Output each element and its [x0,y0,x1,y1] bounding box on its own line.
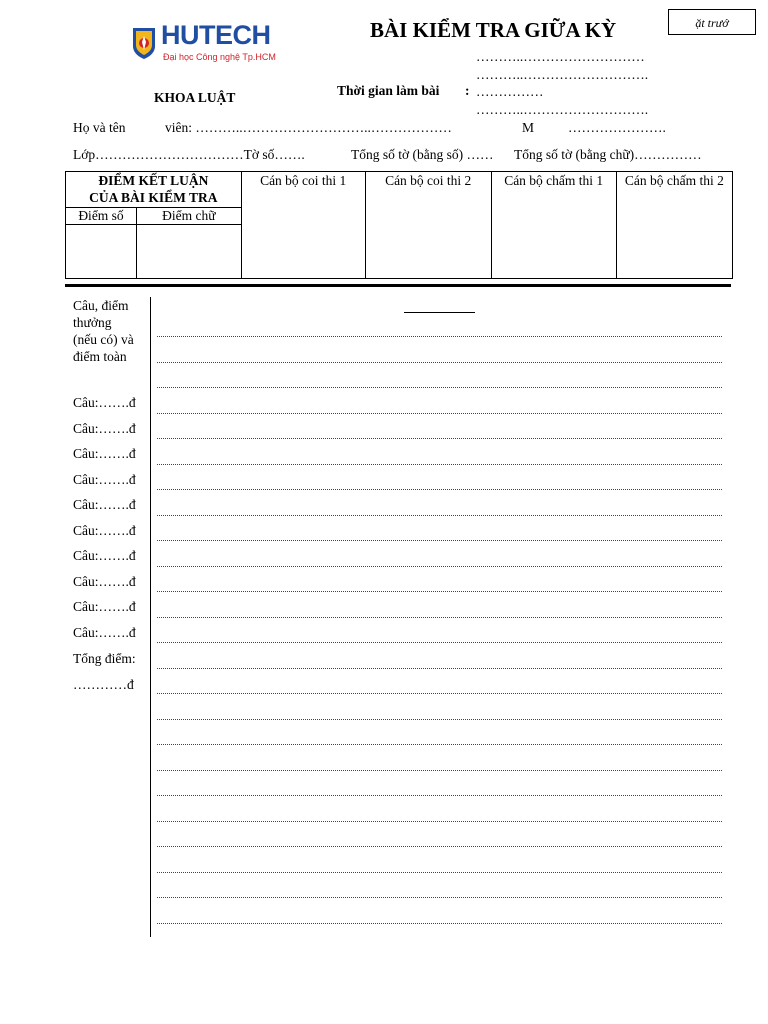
grade-table [65,171,733,279]
question-score-9: Câu:…….đ [73,599,136,614]
answer-line [157,923,722,924]
question-score-1: Câu:…….đ [73,395,136,410]
total-sheets-word: Tổng số tờ (bằng chữ)…………… [514,147,702,162]
m-label: M [522,120,535,135]
total-score-value: …………đ [73,677,134,692]
page-title: BÀI KIỂM TRA GIỮA KỲ [370,18,617,42]
answer-line [157,540,722,541]
answer-line [157,515,722,516]
answer-line [157,413,722,414]
dots-line-3: ………..………………………. [476,102,649,117]
class-line: Lớp……………………………Tờ số……. [73,147,305,162]
answer-line [157,617,722,618]
answer-line [157,795,722,796]
margin-line [150,297,151,937]
answer-line [157,489,722,490]
answer-line [157,897,722,898]
grade-header-line-2: CỦA BÀI KIỂM TRA [89,190,218,205]
answer-line [157,642,722,643]
hutech-logo [131,20,276,68]
time-label: Thời gian làm bài [337,83,440,98]
faculty-name: KHOA LUẬT [154,90,236,105]
question-score-10: Câu:…….đ [73,625,136,640]
dots-line-2: ………..………………………. [476,67,649,82]
time-dots: …………… [476,84,544,99]
question-score-2: Câu:…….đ [73,421,136,436]
score-number-header: Điểm số [66,208,137,225]
short-underline [404,312,475,313]
grade-header-cell [66,172,242,208]
time-colon: : [465,83,470,98]
answer-line [157,591,722,592]
answer-line [157,744,722,745]
total-sheets-number: Tổng số tờ (bằng số) …… [351,147,494,162]
score-word-field [137,225,242,279]
question-score-6: Câu:…….đ [73,523,136,538]
answer-line [157,336,722,337]
name-label: Họ và tên [73,120,126,135]
answer-line [157,693,722,694]
answer-line [157,770,722,771]
score-intro [73,297,134,365]
answer-line [157,872,722,873]
question-score-5: Câu:…….đ [73,497,136,512]
score-number-field [66,225,137,279]
score-intro-line-4: điểm toàn [73,349,127,364]
invigilator-1-cell: Cán bộ coi thi 1 [241,172,365,279]
answer-line [157,821,722,822]
answer-line [157,464,722,465]
dots-line-1: ………..……………………… [476,49,645,64]
m-dots: …………………. [568,120,666,135]
grade-header-line-1: ĐIỂM KẾT LUẬN [98,173,209,188]
answer-line [157,362,722,363]
answer-line [157,668,722,669]
logo-subtitle: Đại học Công nghệ Tp.HCM [163,52,276,62]
question-score-4: Câu:…….đ [73,472,136,487]
score-word-header: Điểm chữ [137,208,242,225]
total-score-label: Tổng điểm: [73,651,136,666]
separator-rule [65,284,731,287]
answer-line [157,719,722,720]
question-score-7: Câu:…….đ [73,548,136,563]
answer-line [157,438,722,439]
answer-line [157,846,722,847]
question-score-8: Câu:…….đ [73,574,136,589]
grader-1-cell: Cán bộ chấm thi 1 [491,172,616,279]
question-score-3: Câu:…….đ [73,446,136,461]
score-intro-line-2: thưởng [73,315,112,330]
name-field: viên: ………..………………………..……………… [165,120,452,135]
invigilator-2-cell: Cán bộ coi thi 2 [365,172,491,279]
score-intro-line-1: Câu, điểm [73,298,129,313]
shield-logo-icon [131,26,157,60]
answer-line [157,387,722,388]
top-box: ặt trướ [668,9,756,35]
logo-text: HUTECH [161,20,271,50]
score-intro-line-3: (nếu có) và [73,332,134,347]
answer-line [157,566,722,567]
grader-2-cell: Cán bộ chấm thi 2 [616,172,732,279]
